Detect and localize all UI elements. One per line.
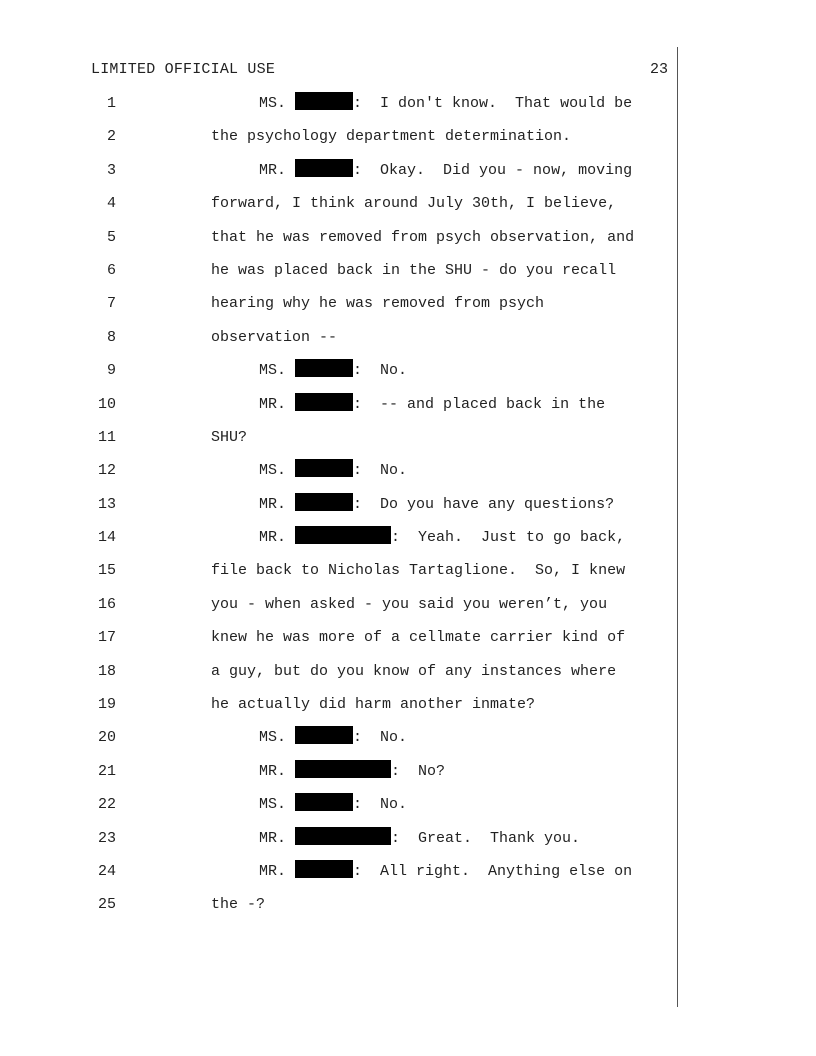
transcript-lines [0,92,676,927]
speaker-title: MR. [259,829,287,847]
transcript-line [0,760,676,793]
speech-text: : Okay. Did you - now, moving [353,161,633,179]
transcript-line [0,426,676,459]
line-number: 23 [97,829,116,847]
redaction-box [295,92,353,110]
speaker-title: MR. [259,862,287,880]
line-number: 15 [97,562,116,580]
speaker-title: MS. [259,796,287,814]
speech-text: : All right. Anything else on [353,862,633,880]
line-text: a guy, but do you know of any instances where [211,662,617,680]
line-number: 24 [97,862,116,880]
speaker-title: MS. [259,362,287,380]
line-text: the psychology department determination. [211,128,572,146]
line-text: you - when asked - you said you weren’t, you [211,595,608,613]
line-text: forward, I think around July 30th, I believe, [211,195,617,213]
transcript-line [0,359,676,392]
line-number: 20 [97,729,116,747]
line-text: that he was removed from psych observation, and [211,228,635,246]
line-number: 9 [106,362,116,380]
transcript-line [0,893,676,926]
line-text: he was placed back in the SHU - do you recall [211,261,617,279]
transcript-line [0,827,676,860]
transcript-line [0,259,676,292]
redaction-box [295,393,353,411]
transcript-line [0,626,676,659]
transcript-line [0,493,676,526]
line-number: 14 [97,529,116,547]
speaker-title: MR. [259,762,287,780]
speech-text: : No? [391,762,446,780]
line-number: 1 [106,95,116,112]
transcript-line [0,459,676,492]
speaker-line [259,526,625,550]
transcript-line [0,693,676,726]
speaker-line [259,92,632,116]
line-number: 13 [97,495,116,513]
speech-text: : I don't know. That would be [353,95,633,112]
speaker-line [259,860,632,884]
line-number: 16 [97,595,116,613]
speaker-title: MS. [259,729,287,747]
transcript-line [0,726,676,759]
line-text: hearing why he was removed from psych [211,295,545,313]
speaker-line [259,393,605,417]
line-text: observation -- [211,328,338,346]
speaker-line [259,726,407,750]
transcript-line [0,92,676,125]
line-number: 19 [97,696,116,714]
speaker-title: MS. [259,95,287,112]
line-number: 6 [106,261,116,279]
speech-text: : No. [353,362,408,380]
transcript-line [0,159,676,192]
speaker-line [259,793,407,817]
redaction-box [295,359,353,377]
speaker-line [259,827,580,851]
line-number: 4 [106,195,116,213]
right-margin-rule [677,47,678,1007]
transcript-line [0,393,676,426]
line-text: SHU? [211,428,248,446]
speaker-line [259,459,407,483]
line-number: 21 [97,762,116,780]
classification-header: LIMITED OFFICIAL USE [91,61,276,78]
transcript-line [0,226,676,259]
redaction-box [295,793,353,811]
speech-text: : No. [353,796,408,814]
line-number: 7 [106,295,116,313]
speaker-line [259,493,614,517]
speaker-title: MR. [259,161,287,179]
speaker-line [259,760,445,784]
speaker-title: MS. [259,462,287,480]
speaker-line [259,159,632,183]
line-number: 12 [97,462,116,480]
redaction-box [295,760,391,778]
transcript-line [0,559,676,592]
line-number: 25 [97,896,116,914]
redaction-box [295,526,391,544]
redaction-box [295,159,353,177]
speech-text: : No. [353,462,408,480]
line-text: the -? [211,896,266,914]
transcript-line [0,593,676,626]
line-text: he actually did harm another inmate? [211,696,536,714]
transcript-line [0,660,676,693]
speech-text: : No. [353,729,408,747]
line-number: 17 [97,629,116,647]
speaker-title: MR. [259,529,287,547]
transcript-line [0,292,676,325]
redaction-box [295,726,353,744]
speaker-line [259,359,407,383]
transcript-line [0,793,676,826]
redaction-box [295,827,391,845]
line-text: file back to Nicholas Tartaglione. So, I knew [211,562,626,580]
transcript-line [0,326,676,359]
speaker-title: MR. [259,495,287,513]
transcript-line [0,860,676,893]
transcript-line [0,125,676,158]
speech-text: : -- and placed back in the [353,395,606,413]
line-number: 18 [97,662,116,680]
redaction-box [295,860,353,878]
redaction-box [295,493,353,511]
speech-text: : Do you have any questions? [353,495,615,513]
transcript-line [0,192,676,225]
line-number: 5 [106,228,116,246]
line-number: 2 [106,128,116,146]
speech-text: : Great. Thank you. [391,829,581,847]
line-number: 11 [97,428,116,446]
line-text: knew he was more of a cellmate carrier kind of [211,629,626,647]
line-number: 10 [97,395,116,413]
speech-text: : Yeah. Just to go back, [391,529,626,547]
redaction-box [295,459,353,477]
line-number: 3 [106,161,116,179]
line-number: 22 [97,796,116,814]
line-number: 8 [106,328,116,346]
speaker-title: MR. [259,395,287,413]
transcript-line [0,526,676,559]
page-number: 23 [649,61,668,78]
